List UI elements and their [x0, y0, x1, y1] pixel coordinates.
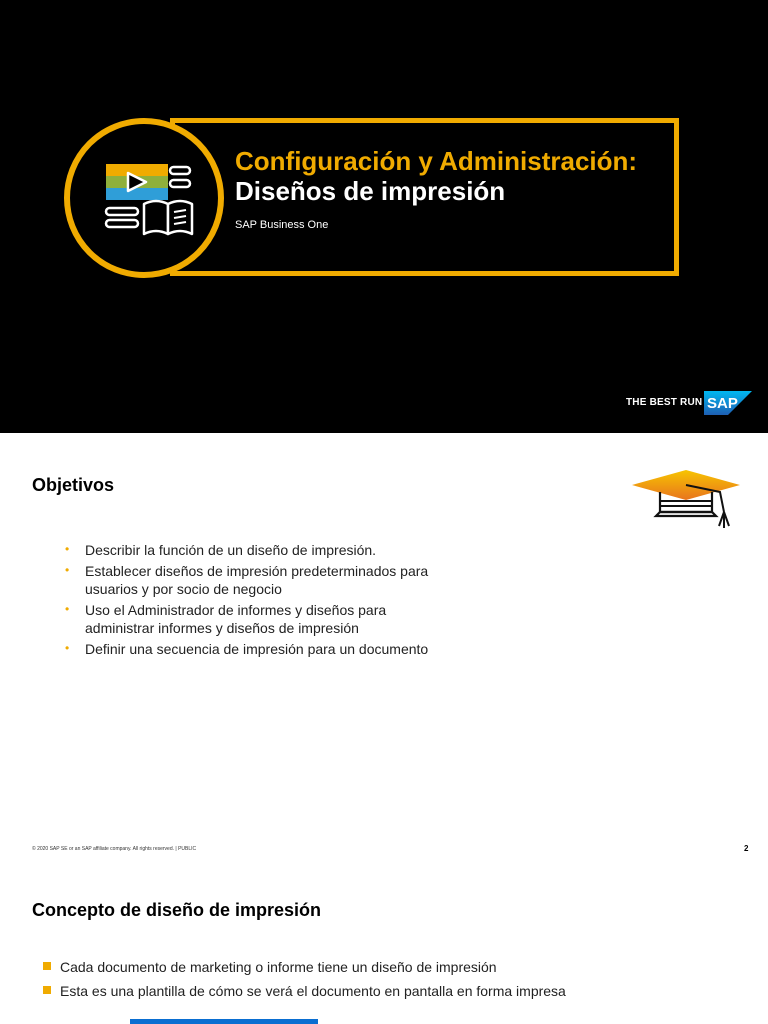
objectives-slide — [0, 433, 768, 863]
copyright-footer: © 2020 SAP SE or an SAP affiliate company. All rights reserved. | PUBLIC — [32, 846, 197, 852]
title-slide — [0, 0, 768, 433]
square-bullet-icon — [43, 962, 51, 970]
list-item — [64, 601, 454, 637]
list-item — [64, 541, 454, 559]
list-item-text: Cada documento de marketing o informe tiene un diseño de impresión — [60, 959, 497, 975]
slide-title-line2: Diseños de impresión — [235, 176, 506, 206]
list-item-text: Uso el Administrador de informes y diseños para administrar informes y diseños de impresión — [85, 602, 387, 636]
concept-list — [43, 958, 566, 1006]
objectives-list — [64, 541, 454, 661]
list-item-text: Describir la función de un diseño de impresión. — [85, 542, 377, 558]
slide-subtitle: SAP Business One — [235, 219, 329, 231]
title-icon-circle — [64, 118, 224, 278]
list-item — [43, 958, 566, 976]
concept-heading: Concepto de diseño de impresión — [32, 900, 322, 920]
concept-slide — [0, 863, 768, 1024]
list-item — [64, 640, 454, 658]
accent-bar — [130, 1019, 318, 1024]
list-item — [64, 562, 454, 598]
video-book-icon — [70, 124, 218, 272]
sap-logo — [704, 391, 752, 415]
list-item-text: Definir una secuencia de impresión para un documento — [85, 641, 429, 657]
bullet-icon: • — [65, 602, 70, 616]
list-item-text: Esta es una plantilla de cómo se verá el documento en pantalla en forma impresa — [60, 983, 566, 999]
slide-title-line1: Configuración y Administración: — [235, 146, 638, 176]
sap-logo-text: SAP — [707, 395, 738, 412]
bullet-icon: • — [65, 641, 70, 655]
list-item-text: Establecer diseños de impresión predeterminados para usuarios y por socio de negocio — [85, 563, 429, 597]
graduation-cap-icon — [630, 468, 742, 534]
bullet-icon: • — [65, 542, 70, 556]
square-bullet-icon — [43, 986, 51, 994]
objectives-heading: Objetivos — [32, 475, 115, 495]
page-number: 2 — [744, 844, 749, 853]
tagline: THE BEST RUN — [626, 397, 703, 408]
bullet-icon: • — [65, 563, 70, 577]
list-item — [43, 982, 566, 1000]
